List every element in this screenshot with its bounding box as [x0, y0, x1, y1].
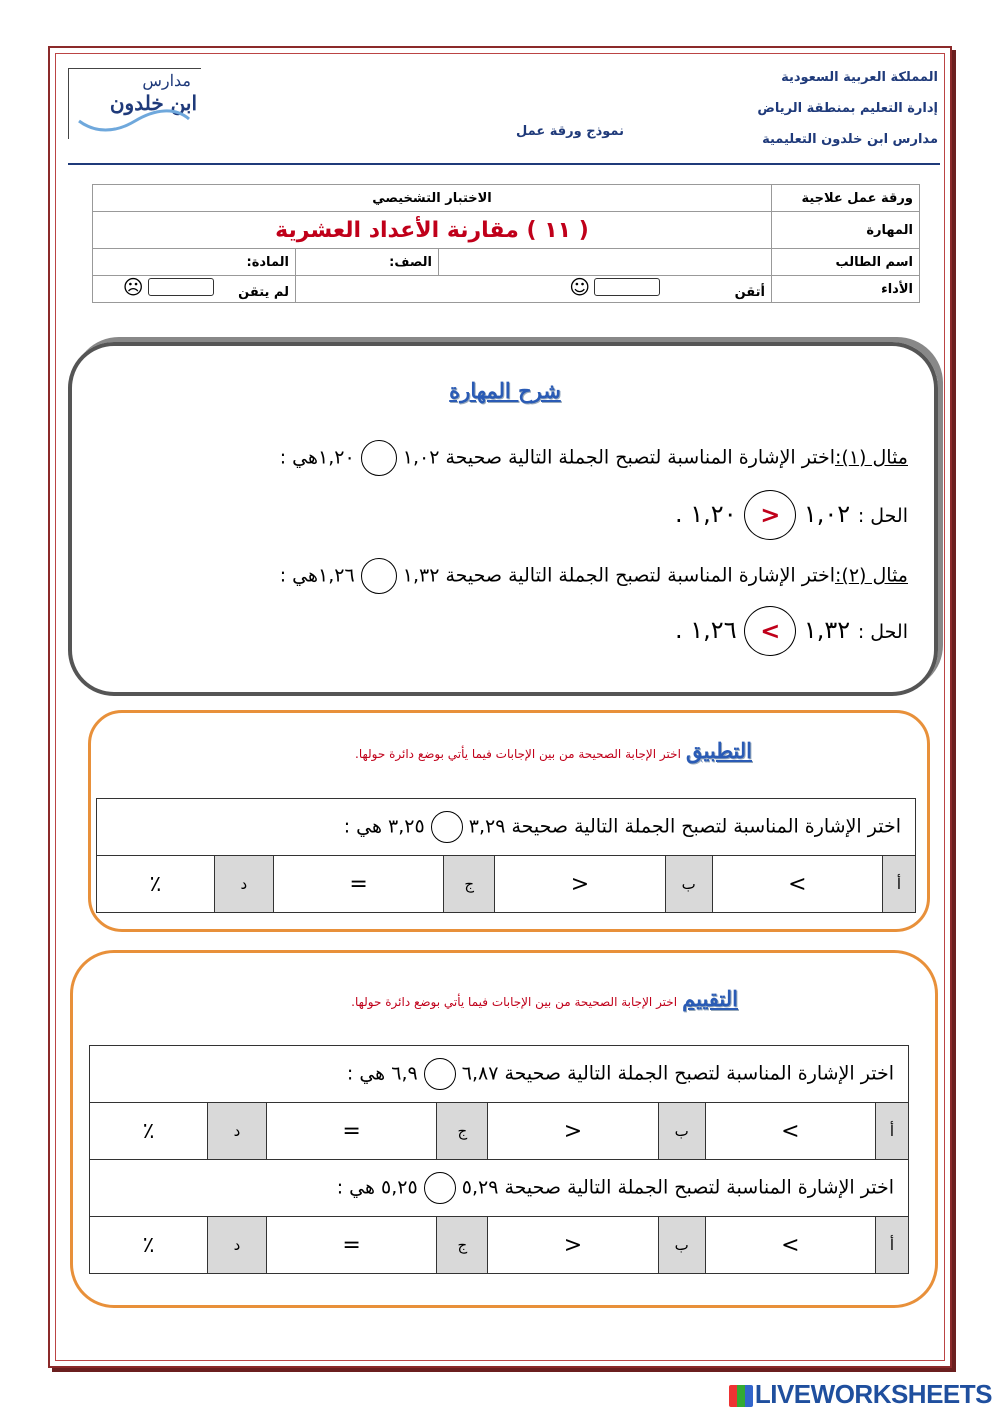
example-2: مثال (٢):اختر الإشارة المناسبة لتصبح الجملة التالية صحيحة ١,٣٢ ١,٢٦هي : — [280, 558, 908, 594]
q1-option-value-a[interactable]: > — [705, 1103, 875, 1160]
not-mastered-label: لم يتقن — [238, 285, 289, 300]
example-2-circle — [361, 558, 397, 594]
application-header — [355, 738, 752, 763]
not-mastered-cell — [93, 276, 296, 303]
application-instruction: اختر الإجابة الصحيحة من بين الإجابات فيما يأتي بوضع دائرة حولها. — [355, 747, 681, 761]
q1-option-value-b[interactable]: < — [488, 1103, 658, 1160]
application-question-table — [96, 798, 916, 913]
q2-option-letter-d: د — [207, 1217, 266, 1274]
option-value-d[interactable]: ٪ — [97, 856, 215, 913]
assessment-question-1: اختر الإشارة المناسبة لتصبح الجملة التالية صحيحة ٦,٨٧ ٦,٩ هي : — [90, 1046, 909, 1103]
application-answer-circle[interactable] — [431, 811, 463, 843]
form-title: نموذج ورقة عمل — [516, 124, 624, 139]
solution-1-sign: < — [744, 490, 796, 540]
skill-value: ( ١١ ) مقارنة الأعداد العشرية — [93, 212, 772, 249]
not-mastered-checkbox[interactable] — [148, 278, 214, 296]
application-title: التطبيق — [686, 738, 752, 763]
mastered-cell — [296, 276, 772, 303]
assessment-title: التقييم — [682, 986, 738, 1011]
q1-option-letter-b: ب — [658, 1103, 705, 1160]
logo-swoosh-icon — [75, 99, 193, 135]
solution-1: الحل : ١,٠٢ < ١,٢٠ . — [675, 490, 908, 540]
school-text: مدارس ابن خلدون التعليمية — [762, 132, 938, 147]
assessment-1-answer-circle[interactable] — [424, 1058, 456, 1090]
class-label: الصف: — [296, 249, 439, 276]
q1-option-value-c[interactable]: = — [266, 1103, 436, 1160]
explanation-title: شرح المهارة — [449, 378, 561, 403]
school-logo: مدارس ابن خلدون — [68, 68, 201, 139]
option-letter-c: ج — [444, 856, 495, 913]
happy-face-icon: ☺ — [569, 275, 591, 299]
assessment-question-table — [89, 1045, 909, 1274]
student-label: اسم الطالب — [772, 249, 920, 276]
option-letter-a: أ — [883, 856, 916, 913]
mastered-label: أتقن — [734, 285, 765, 300]
example-1-circle — [361, 440, 397, 476]
skill-label: المهارة — [772, 212, 920, 249]
option-value-c[interactable]: = — [273, 856, 443, 913]
q2-option-value-a[interactable]: > — [705, 1217, 875, 1274]
example-1: مثال (١):اختر الإشارة المناسبة لتصبح الجملة التالية صحيحة ١,٠٢ ١,٢٠هي : — [280, 440, 908, 476]
liveworksheets-brand[interactable]: LIVEWORKSHEETS — [729, 1379, 992, 1410]
option-letter-d: د — [214, 856, 273, 913]
header-divider — [68, 163, 940, 165]
subject-label: المادة: — [93, 249, 296, 276]
option-letter-b: ب — [665, 856, 712, 913]
kingdom-text: المملكة العربية السعودية — [781, 70, 938, 85]
student-name-field[interactable] — [439, 249, 772, 276]
header-block — [757, 62, 938, 155]
q2-option-letter-b: ب — [658, 1217, 705, 1274]
assessment-header — [351, 986, 738, 1011]
assessment-instruction: اختر الإجابة الصحيحة من بين الإجابات فيما يأتي بوضع دائرة حولها. — [351, 995, 678, 1009]
q1-option-value-d[interactable]: ٪ — [90, 1103, 208, 1160]
q1-option-letter-c: ج — [437, 1103, 488, 1160]
option-value-a[interactable]: > — [712, 856, 882, 913]
solution-2-sign: > — [744, 606, 796, 656]
assessment-question-2: اختر الإشارة المناسبة لتصبح الجملة التالية صحيحة ٥,٢٩ ٥,٢٥ هي : — [90, 1160, 909, 1217]
option-value-b[interactable]: < — [495, 856, 665, 913]
sad-face-icon: ☹ — [122, 275, 144, 299]
q1-option-letter-d: د — [207, 1103, 266, 1160]
department-text: إدارة التعليم بمنطقة الرياض — [757, 101, 938, 116]
q2-option-value-c[interactable]: = — [266, 1217, 436, 1274]
test-type: الاختبار التشخيصي — [93, 185, 772, 212]
mastered-checkbox[interactable] — [594, 278, 660, 296]
liveworksheets-logo-icon — [729, 1385, 753, 1407]
info-table — [92, 184, 920, 303]
application-question: اختر الإشارة المناسبة لتصبح الجملة التالية صحيحة ٣,٢٩ ٣,٢٥ هي : — [97, 799, 916, 856]
q2-option-letter-c: ج — [437, 1217, 488, 1274]
performance-label: الأداء — [772, 276, 920, 303]
q2-option-value-b[interactable]: < — [488, 1217, 658, 1274]
worksheet-label: ورقة عمل علاجية — [772, 185, 920, 212]
q2-option-value-d[interactable]: ٪ — [90, 1217, 208, 1274]
q1-option-letter-a: أ — [876, 1103, 909, 1160]
q2-option-letter-a: أ — [876, 1217, 909, 1274]
solution-2: الحل : ١,٣٢ > ١,٢٦ . — [675, 606, 908, 656]
assessment-2-answer-circle[interactable] — [424, 1172, 456, 1204]
